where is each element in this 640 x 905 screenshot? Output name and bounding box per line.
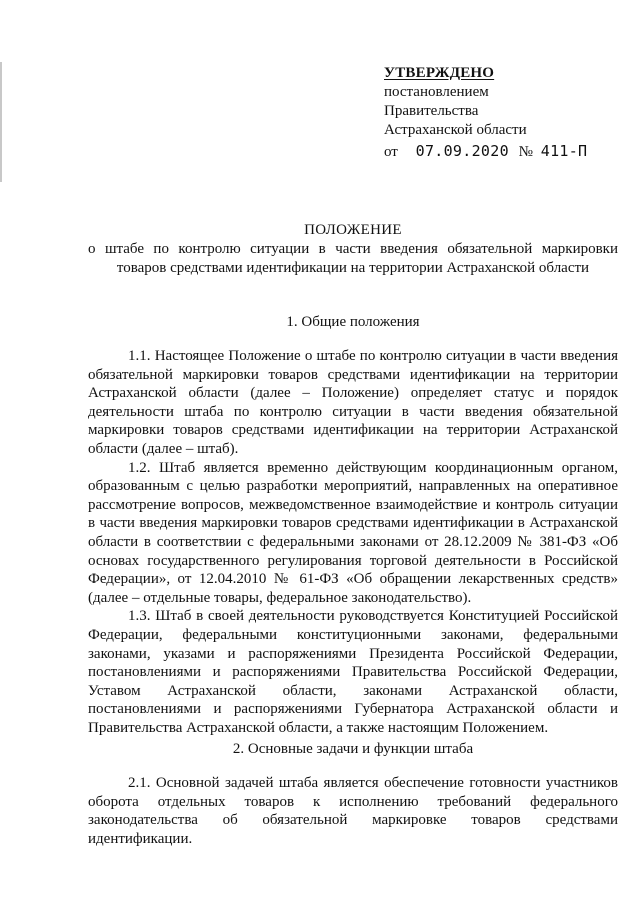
paragraph-1-3: 1.3. Штаб в своей деятельности руководствуется Конституцией Российской Федерации, федеральными конституционными законами, федеральными законами, указами и распоряжениями Президента Российской Федерации, постановлениями и распоряжениями Правительства Российской Федерации, Уставом Астраханской области, законами Астраханской области, постановлениями и распоряжениями Губернатора Астраханской области и Правительства Астраханской области, а также настоящим Положением.: [88, 608, 618, 736]
approval-stamp-block: [384, 64, 624, 162]
approval-line-1: постановлением: [384, 84, 489, 100]
section-heading-1: 1. Общие положения: [286, 314, 420, 330]
approval-number: 411-П: [540, 142, 588, 160]
section-heading-2: 2. Основные задачи и функции штаба: [232, 741, 474, 757]
document-title-block: [88, 221, 618, 278]
scan-edge-mark: [0, 62, 2, 182]
approved-label: УТВЕРЖДЕНО: [384, 65, 495, 81]
approval-line-2: Правительства: [384, 103, 479, 119]
document-title: ПОЛОЖЕНИЕ: [304, 222, 402, 238]
approval-date-line: [384, 142, 624, 162]
document-subtitle: о штабе по контролю ситуации в части введения обязательной маркировки товаров средствами идентификации на территории Астраханской области: [88, 241, 618, 276]
paragraph-1-1: 1.1. Настоящее Положение о штабе по контролю ситуации в части введения обязательной маркировки товаров средствами идентификации на территории Астраханской области (далее – Положение) определяет статус и порядок деятельности штаба по контролю ситуации в части введения обязательной маркировки товаров средствами идентификации на территории Астраханской области (далее – штаб).: [88, 348, 618, 457]
approval-line-3: Астраханской области: [384, 122, 527, 138]
section-1-body: [88, 347, 618, 737]
paragraph-1-2: 1.2. Штаб является временно действующим координационным органом, образованным с целью разработки мероприятий, направленных на оперативное рассмотрение вопросов, межведомственное взаимодействие и контроль ситуации в части введения маркировки товаров средствами идентификации в Астраханской области в соответствии с федеральными законами от 28.12.2009 № 381-ФЗ «Об основах государственного регулирования торговой деятельности в Российской Федерации», от 12.04.2010 № 61-ФЗ «Об обращении лекарственных средств» (далее – отдельные товары, федеральное законодательство).: [88, 459, 618, 606]
approval-date: 07.09.2020: [415, 142, 509, 160]
approval-from-label: от: [384, 144, 398, 160]
approval-number-sign: №: [518, 144, 533, 160]
section-2-body: [88, 774, 618, 848]
paragraph-2-1: 2.1. Основной задачей штаба является обеспечение готовности участников оборота отдельных товаров к исполнению требований федерального законодательства об обязательной маркировке товаров средствами идентификации.: [88, 775, 618, 847]
